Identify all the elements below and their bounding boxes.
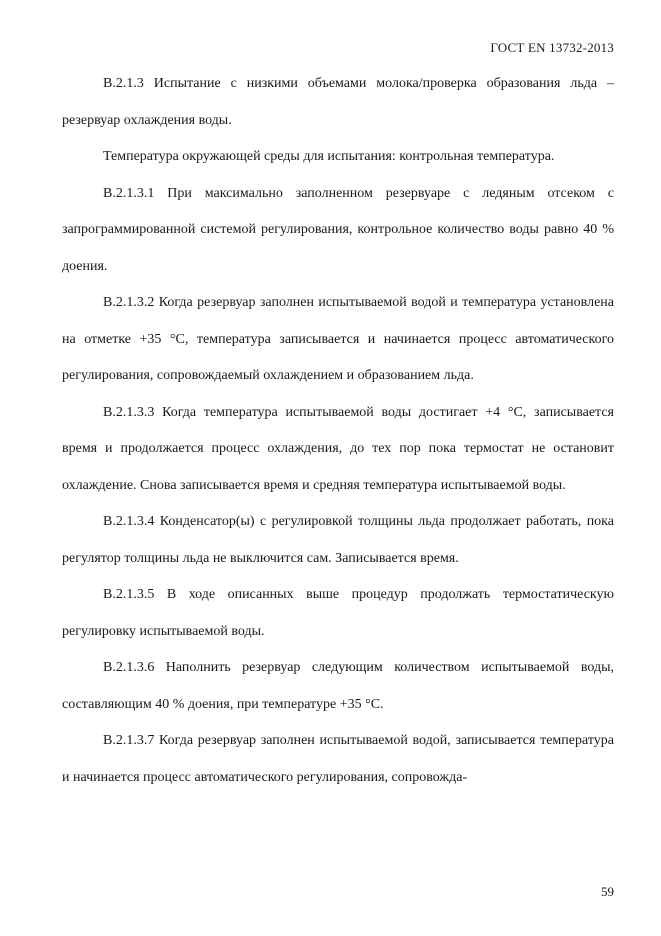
paragraph-ambient-temperature: Температура окружающей среды для испытания: контрольная температура. xyxy=(103,149,555,164)
paragraph-b2-1-3-3: B.2.1.3.3 Когда температура испытываемой воды достигает +4 °C, записывается время и продолжается процесс охлаждения, до тех пор пока термостат не остановит охлаждение. Снова записывается время и средняя температура испытываемой воды. xyxy=(62,404,614,493)
page-header-standard-code: ГОСТ EN 13732-2013 xyxy=(490,40,614,55)
paragraph-b2-1-3-7: B.2.1.3.7 Когда резервуар заполнен испытываемой водой, записывается температура и начинается процесс автоматического регулирования, сопровожда- xyxy=(62,733,614,785)
paragraph-b2-1-3-4: B.2.1.3.4 Конденсатор(ы) с регулировкой толщины льда продолжает работать, пока регулятор толщины льда не выключится сам. Записывается время. xyxy=(62,514,614,566)
paragraph-b2-1-3-6: B.2.1.3.6 Наполнить резервуар следующим количеством испытываемой воды, составляющим 40 % доения, при температуре +35 °C. xyxy=(62,660,614,712)
paragraph-b2-1-3-2: B.2.1.3.2 Когда резервуар заполнен испытываемой водой и температура установлена на отметке +35 °C, температура записывается и начинается процесс автоматического регулирования, сопровождаемый охлаждением и образованием льда. xyxy=(62,295,614,383)
page-number: 59 xyxy=(601,884,614,899)
paragraph-b2-1-3: B.2.1.3 Испытание с низкими объемами молока/проверка образования льда – резервуар охлаждения воды. xyxy=(62,76,614,128)
body-text xyxy=(62,66,614,796)
paragraph-b2-1-3-5: B.2.1.3.5 В ходе описанных выше процедур продолжать термостатическую регулировку испытываемой воды. xyxy=(62,587,614,639)
paragraph-b2-1-3-1: B.2.1.3.1 При максимально заполненном резервуаре с ледяным отсеком с запрограммированной системой регулирования, контрольное количество воды равно 40 % доения. xyxy=(62,185,614,274)
